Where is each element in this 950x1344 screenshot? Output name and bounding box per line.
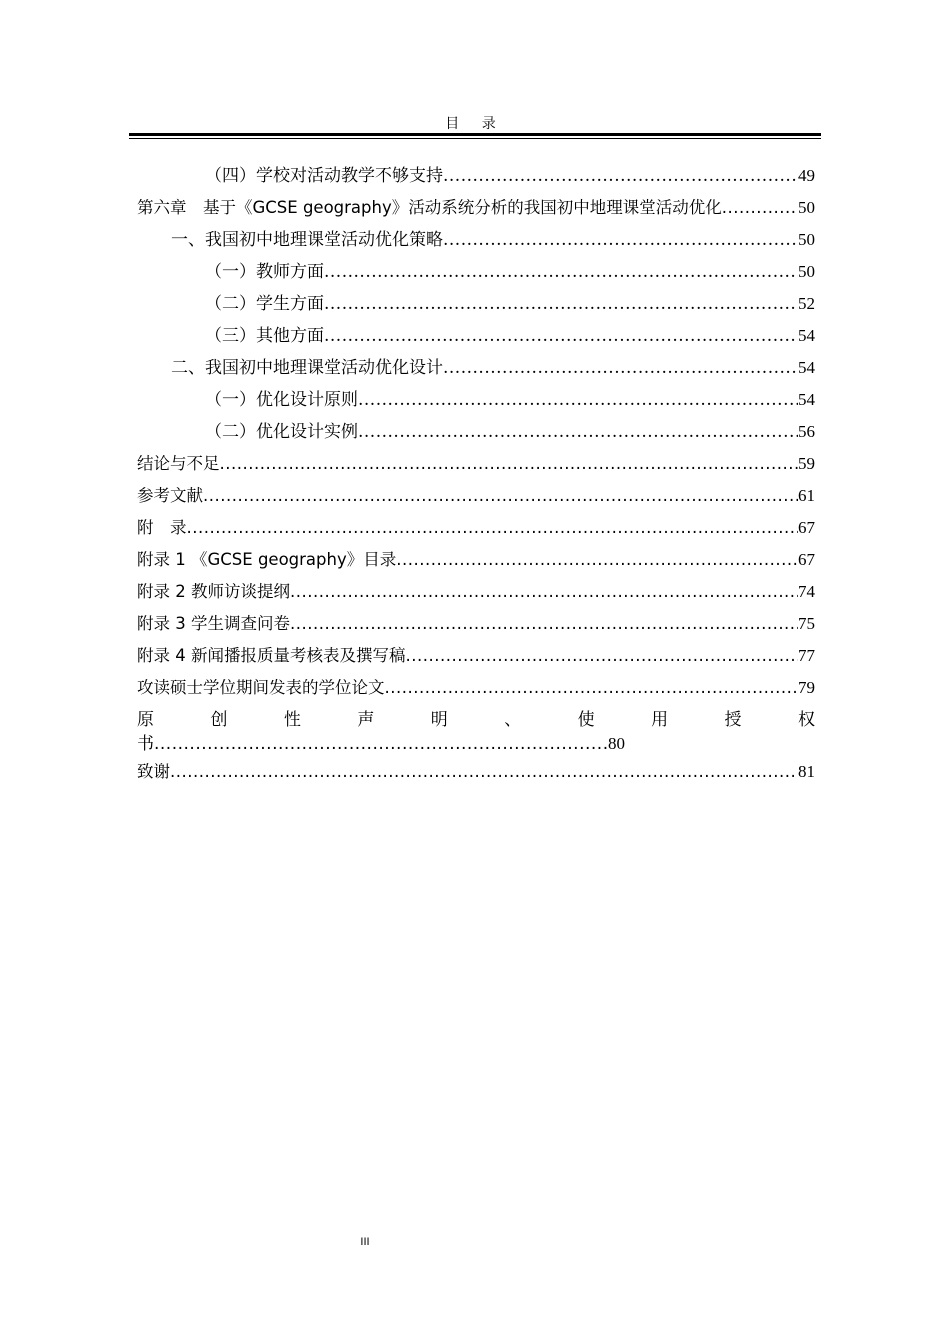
toc-entry-page: 54 bbox=[798, 326, 815, 345]
toc-entry[interactable] bbox=[137, 608, 815, 640]
declaration-char: 授 bbox=[724, 710, 742, 730]
toc-entry[interactable] bbox=[137, 448, 815, 480]
toc-entry-page: 67 bbox=[798, 550, 815, 569]
toc-leader bbox=[170, 756, 798, 788]
toc-entry-page: 61 bbox=[798, 486, 815, 505]
toc-leader bbox=[443, 352, 798, 384]
toc-entry-page: 54 bbox=[798, 390, 815, 409]
toc-entry-page: 56 bbox=[798, 422, 815, 441]
toc-leader bbox=[324, 256, 798, 288]
toc-entry-page: 79 bbox=[798, 678, 815, 697]
declaration-second-line bbox=[137, 732, 625, 756]
declaration-first-line bbox=[137, 708, 815, 732]
toc-entry[interactable] bbox=[137, 288, 815, 320]
toc-leader bbox=[203, 480, 798, 512]
toc-leader bbox=[722, 192, 798, 224]
toc-leader bbox=[443, 224, 798, 256]
toc-entry-page: 50 bbox=[798, 198, 815, 217]
toc-entry-page: 49 bbox=[798, 166, 815, 185]
declaration-char: 创 bbox=[210, 710, 228, 730]
toc-entry-text: 第六章 基于《GCSE geography》活动系统分析的我国初中地理课堂活动优化 bbox=[137, 198, 722, 217]
toc-entry-page: 54 bbox=[798, 358, 815, 377]
toc-entry-page: 80 bbox=[608, 734, 625, 753]
toc-entry[interactable] bbox=[137, 384, 815, 416]
toc-entry[interactable] bbox=[137, 544, 815, 576]
header-rule-thin bbox=[129, 138, 821, 139]
toc-leader bbox=[324, 288, 798, 320]
toc-entry-text: 致谢 bbox=[137, 762, 170, 781]
toc-entry-page: 75 bbox=[798, 614, 815, 633]
declaration-char: 明 bbox=[430, 710, 448, 730]
toc-entry[interactable] bbox=[137, 320, 815, 352]
toc-leader bbox=[220, 448, 799, 480]
toc-entry-text: （一）教师方面 bbox=[205, 262, 324, 282]
toc-entry-text: （一）优化设计原则 bbox=[205, 390, 358, 410]
toc-leader bbox=[406, 640, 799, 672]
toc-entry-page: 50 bbox=[798, 230, 815, 249]
toc-entry-page: 77 bbox=[798, 646, 815, 665]
toc-entry-text: （四）学校对活动教学不够支持 bbox=[205, 166, 443, 186]
toc-entry-text: 结论与不足 bbox=[137, 454, 220, 473]
toc-entry-text: 附录 2 教师访谈提纲 bbox=[137, 582, 290, 601]
toc-leader bbox=[290, 608, 798, 640]
toc-entry[interactable] bbox=[137, 192, 815, 224]
toc-entry-text: 附录 1 《GCSE geography》目录 bbox=[137, 550, 397, 569]
toc-entry-text: 附 录 bbox=[137, 518, 187, 537]
toc-leader bbox=[443, 160, 798, 192]
toc-entry[interactable] bbox=[137, 224, 815, 256]
declaration-char: 用 bbox=[651, 710, 669, 730]
declaration-char: 性 bbox=[283, 710, 301, 730]
toc-leader bbox=[385, 672, 799, 704]
toc-entry[interactable] bbox=[137, 512, 815, 544]
declaration-char: 原 bbox=[137, 710, 154, 730]
toc-entry-page: 81 bbox=[798, 762, 815, 781]
toc-leader bbox=[396, 544, 798, 576]
toc-entry[interactable] bbox=[137, 160, 815, 192]
toc-entry[interactable] bbox=[137, 672, 815, 704]
header-title: 目 录 bbox=[445, 116, 505, 132]
declaration-char: 使 bbox=[577, 710, 595, 730]
toc-entry[interactable] bbox=[137, 756, 815, 788]
toc-entry-text: 附录 4 新闻播报质量考核表及撰写稿 bbox=[137, 646, 406, 665]
toc-entry[interactable] bbox=[137, 640, 815, 672]
toc-entry-text: 参考文献 bbox=[137, 486, 203, 505]
toc-entry-declaration[interactable] bbox=[137, 704, 815, 756]
page-number: III bbox=[360, 1236, 370, 1248]
declaration-char: 声 bbox=[357, 710, 375, 730]
table-of-contents bbox=[137, 160, 815, 788]
toc-entry-text: （二）学生方面 bbox=[205, 294, 324, 314]
header-rule-thick bbox=[129, 133, 821, 136]
toc-entry-text: （三）其他方面 bbox=[205, 326, 324, 346]
declaration-char: 权 bbox=[797, 710, 815, 730]
toc-entry-page: 67 bbox=[798, 518, 815, 537]
toc-entry-text: 一、我国初中地理课堂活动优化策略 bbox=[171, 230, 443, 250]
toc-entry[interactable] bbox=[137, 480, 815, 512]
toc-leader bbox=[358, 416, 798, 448]
toc-entry[interactable] bbox=[137, 352, 815, 384]
toc-leader bbox=[154, 732, 608, 756]
toc-entry[interactable] bbox=[137, 576, 815, 608]
toc-entry-page: 52 bbox=[798, 294, 815, 313]
declaration-char: 、 bbox=[504, 710, 522, 730]
toc-entry-text: 附录 3 学生调查问卷 bbox=[137, 614, 290, 633]
toc-entry-text: 书 bbox=[137, 734, 154, 754]
toc-entry-page: 50 bbox=[798, 262, 815, 281]
toc-entry[interactable] bbox=[137, 416, 815, 448]
toc-leader bbox=[187, 512, 799, 544]
toc-leader bbox=[324, 320, 798, 352]
toc-entry-page: 59 bbox=[798, 454, 815, 473]
toc-entry-text: 攻读硕士学位期间发表的学位论文 bbox=[137, 678, 385, 697]
toc-entry-page: 74 bbox=[798, 582, 815, 601]
toc-entry[interactable] bbox=[137, 256, 815, 288]
toc-entry-text: 二、我国初中地理课堂活动优化设计 bbox=[171, 358, 443, 378]
toc-leader bbox=[358, 384, 798, 416]
toc-leader bbox=[290, 576, 798, 608]
toc-entry-text: （二）优化设计实例 bbox=[205, 422, 358, 442]
